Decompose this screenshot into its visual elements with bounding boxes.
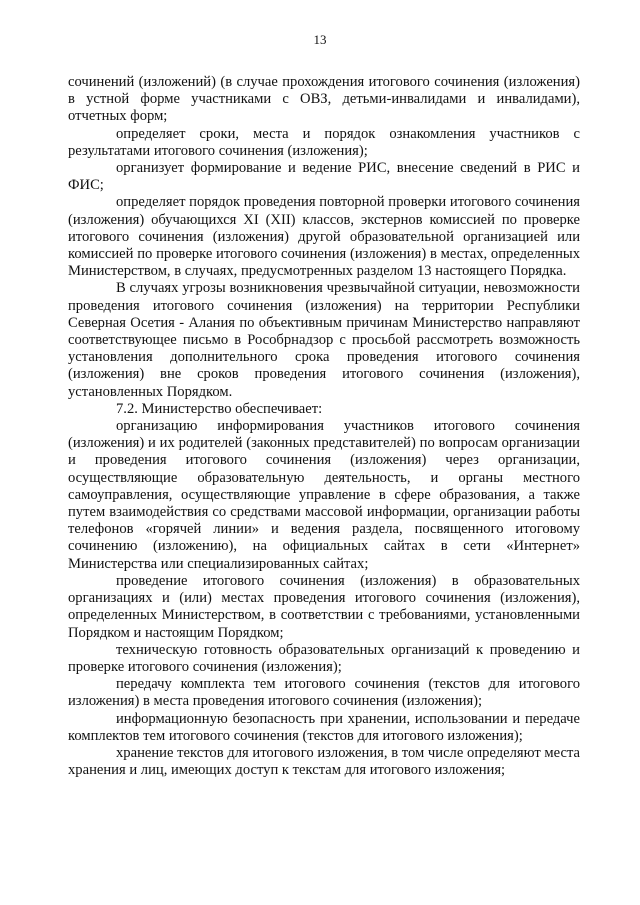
paragraph: определяет сроки, места и порядок ознакомления участников с результатами итогового сочинения (изложения); [68, 125, 580, 159]
paragraph: техническую готовность образовательных организаций к проведению и проверке итогового сочинения (изложения); [68, 641, 580, 675]
document-body [68, 74, 580, 779]
paragraph-section-heading: 7.2. Министерство обеспечивает: [116, 400, 323, 417]
paragraph: организует формирование и ведение РИС, внесение сведений в РИС и ФИС; [68, 160, 580, 194]
paragraph: передачу комплекта тем итогового сочинения (текстов для итогового изложения) в места проведения итогового сочинения (изложения); [68, 676, 580, 710]
paragraph: информационную безопасность при хранении, использовании и передаче комплектов тем итогового сочинения (текстов для итогового изложения); [68, 710, 580, 744]
paragraph: В случаях угрозы возникновения чрезвычайной ситуации, невозможности проведения итогового сочинения (изложения) на территории Республики Северная Осетия - Алания по объективным причинам Министерство направляют соответствующее письмо в Рособрнадзор с просьбой рассмотреть возможность установления дополнительного срока проведения итогового сочинения (изложения) вне сроков проведения итогового сочинения (изложения), установленных Порядком. [68, 280, 580, 400]
paragraph: хранение текстов для итогового изложения, в том числе определяют места хранения и лиц, имеющих доступ к текстам для итогового изложения; [68, 744, 580, 779]
paragraph: определяет порядок проведения повторной проверки итогового сочинения (изложения) обучающихся XI (XII) классов, экстернов комиссией по проверке итогового сочинения (изложения) другой образовательной организацией или комиссией по проверке итогового сочинения (изложения) в местах, определенных Министерством, в случаях, предусмотренных разделом 13 настоящего Порядка. [68, 194, 580, 280]
paragraph: организацию информирования участников итогового сочинения (изложения) и их родителей (законных представителей) по вопросам организации и проведения итогового сочинения (изложения) через организации, осуществляющие образовательную деятельность, и органы местного самоуправления, осуществляющие управление в сфере образования, а также путем взаимодействия со средствами массовой информации, организации работы телефонов «горячей линии» и ведения раздела, посвященного итоговому сочинению (изложению), на официальных сайтах в сети «Интернет» Министерства или специализированных сайтах; [68, 418, 580, 572]
paragraph: сочинений (изложений) (в случае прохождения итогового сочинения (изложения) в устной форме участниками с ОВЗ, детьми-инвалидами и инвалидами), отчетных форм; [68, 74, 580, 125]
page-number: 13 [313, 32, 327, 47]
paragraph: проведение итогового сочинения (изложения) в образовательных организациях и (или) местах проведения итогового сочинения (изложения), определенных Министерством, в соответствии с требованиями, установленными Порядком и настоящим Порядком; [68, 572, 580, 641]
